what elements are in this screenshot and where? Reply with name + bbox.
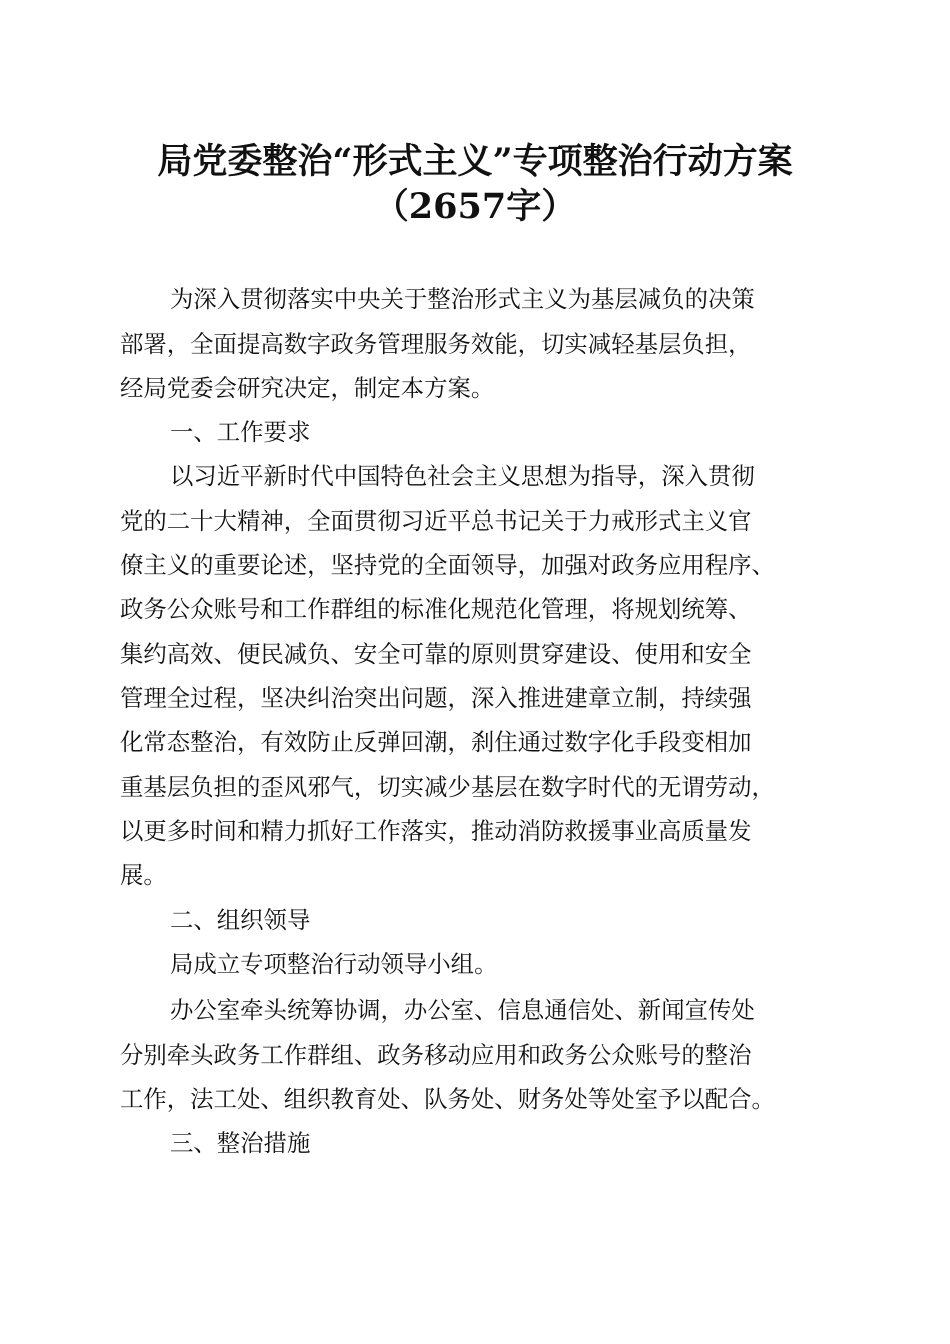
document-word-count: （2657字） bbox=[373, 186, 577, 227]
section1-line: 集约高效、便民减负、安全可靠的原则贯穿建设、使用和安全 bbox=[120, 640, 752, 668]
document-title: 局党委整治“形式主义”专项整治行动方案 bbox=[157, 141, 793, 182]
section-heading-organization: 二、组织领导 bbox=[170, 906, 311, 934]
section2-line: 工作，法工处、组织教育处、队务处、财务处等处室予以配合。 bbox=[120, 1085, 775, 1113]
intro-line: 经局党委会研究决定，制定本方案。 bbox=[120, 374, 495, 402]
section-heading-work-requirements: 一、工作要求 bbox=[170, 418, 311, 446]
section1-line: 重基层负担的歪风邪气，切实减少基层在数字时代的无谓劳动， bbox=[120, 773, 775, 801]
section2-line: 分别牵头政务工作群组、政务移动应用和政务公众账号的整治 bbox=[120, 1041, 752, 1069]
intro-line: 部署，全面提高数字政务管理服务效能，切实减轻基层负担， bbox=[120, 330, 752, 358]
section-heading-measures: 三、整治措施 bbox=[170, 1129, 311, 1157]
section1-line: 展。 bbox=[120, 861, 167, 889]
section1-line: 化常态整治，有效防止反弹回潮，刹住通过数字化手段变相加 bbox=[120, 728, 752, 756]
section1-line: 以更多时间和精力抓好工作落实，推动消防救援事业高质量发 bbox=[120, 817, 752, 845]
section2-line: 办公室牵头统筹协调，办公室、信息通信处、新闻宣传处 bbox=[170, 996, 755, 1024]
section1-line: 以习近平新时代中国特色社会主义思想为指导，深入贯彻 bbox=[170, 462, 755, 490]
section1-line: 政务公众账号和工作群组的标准化规范化管理，将规划统筹、 bbox=[120, 595, 752, 623]
section1-line: 僚主义的重要论述，坚持党的全面领导，加强对政务应用程序、 bbox=[120, 551, 775, 579]
intro-line: 为深入贯彻落实中央关于整治形式主义为基层减负的决策 bbox=[170, 285, 755, 313]
section1-line: 管理全过程，坚决纠治突出问题，深入推进建章立制，持续强 bbox=[120, 684, 752, 712]
section1-line: 党的二十大精神，全面贯彻习近平总书记关于力戒形式主义官 bbox=[120, 507, 752, 535]
section2-paragraph: 局成立专项整治行动领导小组。 bbox=[170, 950, 498, 978]
